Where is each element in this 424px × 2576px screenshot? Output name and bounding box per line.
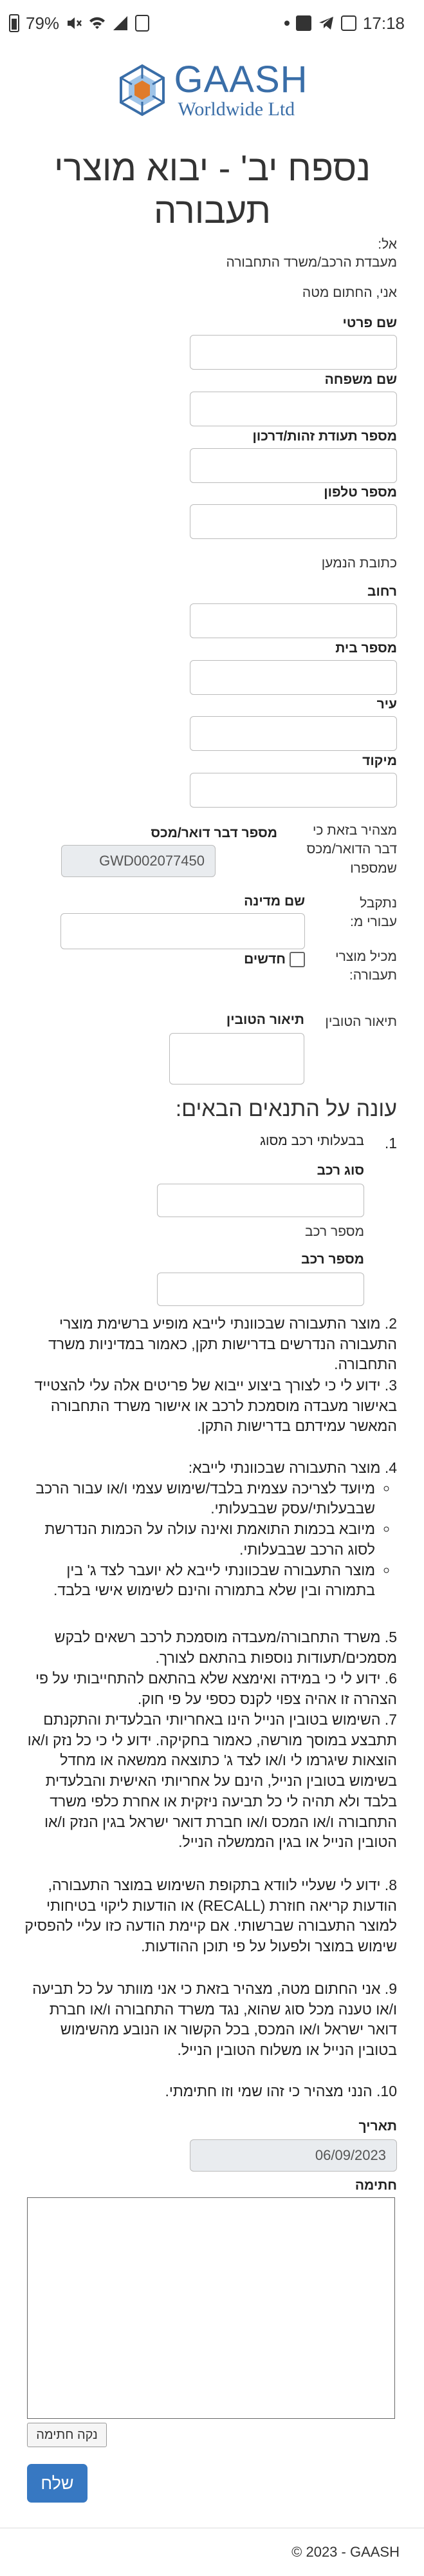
- id-number-label: מספר תעודת זהות/דרכון: [252, 429, 397, 444]
- house-number-label: מספר בית: [335, 641, 397, 656]
- date-label: תאריך: [358, 2119, 397, 2134]
- condition-1-text: בבעלותי רכב מסוג: [260, 1133, 364, 1148]
- tracking-number-field: GWD002077450: [61, 845, 216, 877]
- vehicle-type-label: סוג רכב: [317, 1163, 364, 1178]
- contains-text: מכיל מוצרי תעבורה:: [335, 949, 397, 983]
- condition-4: [24, 1458, 397, 1601]
- country-label: שם מדינה: [244, 894, 305, 909]
- description-textarea[interactable]: [169, 1033, 304, 1084]
- footer: © 2023 - GAASH: [0, 2528, 424, 2561]
- condition-4-item-3: ◦ מוצר התעבורה שבכוונתי לייבא לא יועבר לצד ג' בין בתמורה ובין שלא בתמורה והינם לשימוש אישי בלבד.: [24, 1560, 375, 1601]
- id-number-input[interactable]: [190, 448, 397, 483]
- first-name-label: שם פרטי: [342, 316, 397, 330]
- new-option-label: חדשים: [244, 952, 286, 967]
- condition-10: 10. הנני מצהיר כי זהו שמי וזו חתימתי.: [165, 2083, 397, 2099]
- received-text: נתקבל עבורי מ:: [349, 896, 397, 930]
- condition-2: 2. מוצר התעבורה שבכוונתי לייבא מופיע ברשימת מוצרי התעבורה הנדרשים בדרישות תקן, כאמור במדיניות משרד התחבורה.: [48, 1315, 397, 1373]
- brand-logo: [0, 61, 424, 119]
- new-checkbox[interactable]: [290, 952, 305, 967]
- page-title: נספח יב' - יבוא מוצרי תעבורה: [53, 147, 371, 231]
- vehicle-number-text: מספר רכב: [304, 1224, 364, 1239]
- condition-4-text: 4. מוצר התעבורה שבכוונתי לייבא:: [188, 1459, 397, 1476]
- to-label: אל:: [378, 237, 397, 252]
- condition-3: 3. ידוע לי כי לצורך ביצוע ייבוא של פריטים אלה עלי להצטייד באישור מעבדה מוסמכת לרכב או אישור משרד התחבורה המאשר עמידתם בדרישות התקן.: [34, 1377, 397, 1435]
- phone-input[interactable]: [190, 504, 397, 539]
- description-label: תיאור הטובין: [226, 1012, 304, 1027]
- send-button[interactable]: שלח: [27, 2464, 88, 2503]
- calendar-icon: [296, 15, 311, 31]
- condition-4-item-2: ◦ מיובא בכמות התואמת ואינה עולה על הכמות הנדרשת לסוג הרכב שבבעלותי.: [24, 1519, 375, 1560]
- wifi-icon: [89, 15, 106, 32]
- logo-subtitle: Worldwide Ltd: [178, 99, 295, 120]
- to-value: מעבדת הרכב/משרד התחבורה: [226, 255, 397, 270]
- first-name-input[interactable]: [190, 335, 397, 370]
- tracking-label: מספר דבר דואר/מכס: [151, 826, 277, 840]
- phone-label: מספר טלפון: [324, 485, 397, 500]
- signature-label: חתימה: [355, 2178, 397, 2193]
- logo-name: GAASH: [174, 59, 308, 100]
- condition-4-list: [24, 1479, 397, 1601]
- condition-8: 8. ידוע לי שעליי לוודא בתקופת השימוש במוצר התעבורה, הודעות קריאה חוזרת (RECALL) או הודעות ליקוי בטיחותי למוצר התעבורה שברשותי. אם קיימת הודעה כזו עליי להפסיק שימוש במוצר ולפעול על פי תוכן ההודעות.: [24, 1877, 397, 1955]
- telegram-icon: [318, 15, 335, 32]
- undersigned-text: אני, החתום מטה: [302, 285, 397, 300]
- declaration-text: מצהיר בזאת כי דבר הדואר/מכס שמספרו: [306, 823, 397, 876]
- condition-6: 6. ידוע לי כי במידה ואימצא שלא בהתאם להתחייבותי על פי הצהרה זו אהיה צפוי לקנס כספי על פי חוק.: [35, 1670, 397, 1707]
- zip-input[interactable]: [190, 773, 397, 808]
- clock-time: 17:18: [362, 13, 405, 33]
- vehicle-type-input[interactable]: [157, 1184, 364, 1217]
- status-bar: [0, 0, 424, 46]
- country-input[interactable]: [60, 913, 305, 949]
- last-name-input[interactable]: [190, 392, 397, 426]
- condition-9: 9. אני החתום מטה, מצהיר בזאת כי אני מוותר על כל תביעה ו/או טענה מכל סוג שהוא, נגד משרד התחבורה ו/או חברת דואר ישראל ו/או המכס, בכל הקשור או הנובע מהשימוש בטובין הנייל או משלוח הטובין הנייל.: [32, 1980, 397, 2059]
- street-input[interactable]: [190, 603, 397, 638]
- city-input[interactable]: [190, 716, 397, 751]
- city-label: עיר: [376, 697, 397, 712]
- vehicle-number-label: מספר רכב: [301, 1252, 364, 1267]
- condition-5: 5. משרד התחבורה/מעבדה מוסמכת לרכב רשאים לבקש מסמכים/תעודות נוספות בהתאם לצורך.: [54, 1629, 397, 1666]
- last-name-label: שם משפחה: [324, 372, 397, 387]
- address-title: כתובת הנמען: [321, 556, 397, 571]
- notification-dot-icon: [284, 21, 290, 26]
- battery-level: 79%: [26, 13, 60, 33]
- conditions-heading: עונה על התנאים הבאים:: [175, 1097, 397, 1121]
- status-left: [9, 14, 149, 33]
- house-number-input[interactable]: [190, 660, 397, 695]
- condition-4-item-1: ◦ מיועד לצריכה עצמית בלבד/שימוש עצמי ו/או עבור הרכב שבבעלותי/עסק שבבעלותי.: [24, 1479, 375, 1519]
- new-option[interactable]: [244, 952, 305, 967]
- gallery-icon: [341, 15, 356, 31]
- status-right: [284, 14, 405, 33]
- description-text: תיאור הטובין: [325, 1014, 397, 1029]
- date-field[interactable]: 06/09/2023: [190, 2139, 397, 2172]
- condition-7: 7. השימוש בטובין הנייל הינו באחריותי הבלעדית והתקנתם תתבצע במוסך מורשה, כאמור בחקיקה. ידוע לי כי כל נזק ו/או הוצאות שיגרמו לי ו/או לצד ג' כתוצאה ממשאה או מחדל בשימוש בטובין הנייל, הינם על אחריותי האישית והבלעדית בלבד ולא תהיה לי כל תביעה ניזקית או אחרת כלפי משרד התחבורה ו/או המכס ו/או חברת דואר ישראל בגין הנזק ו/או הטובין הנייל או בגין הממשלה הנייל.: [27, 1711, 397, 1851]
- battery-icon: [9, 14, 19, 32]
- vehicle-number-input[interactable]: [157, 1273, 364, 1306]
- clear-signature-button[interactable]: נקה חתימה: [27, 2423, 107, 2447]
- zip-label: מיקוד: [362, 753, 397, 768]
- settings-dot-icon: [135, 15, 149, 32]
- condition-1-number: 1.: [384, 1135, 397, 1151]
- signal-icon: [112, 15, 129, 32]
- signature-pad[interactable]: [27, 2197, 395, 2419]
- silent-icon: [66, 15, 82, 32]
- gaash-logo-icon: [116, 64, 169, 117]
- street-label: רחוב: [367, 584, 397, 599]
